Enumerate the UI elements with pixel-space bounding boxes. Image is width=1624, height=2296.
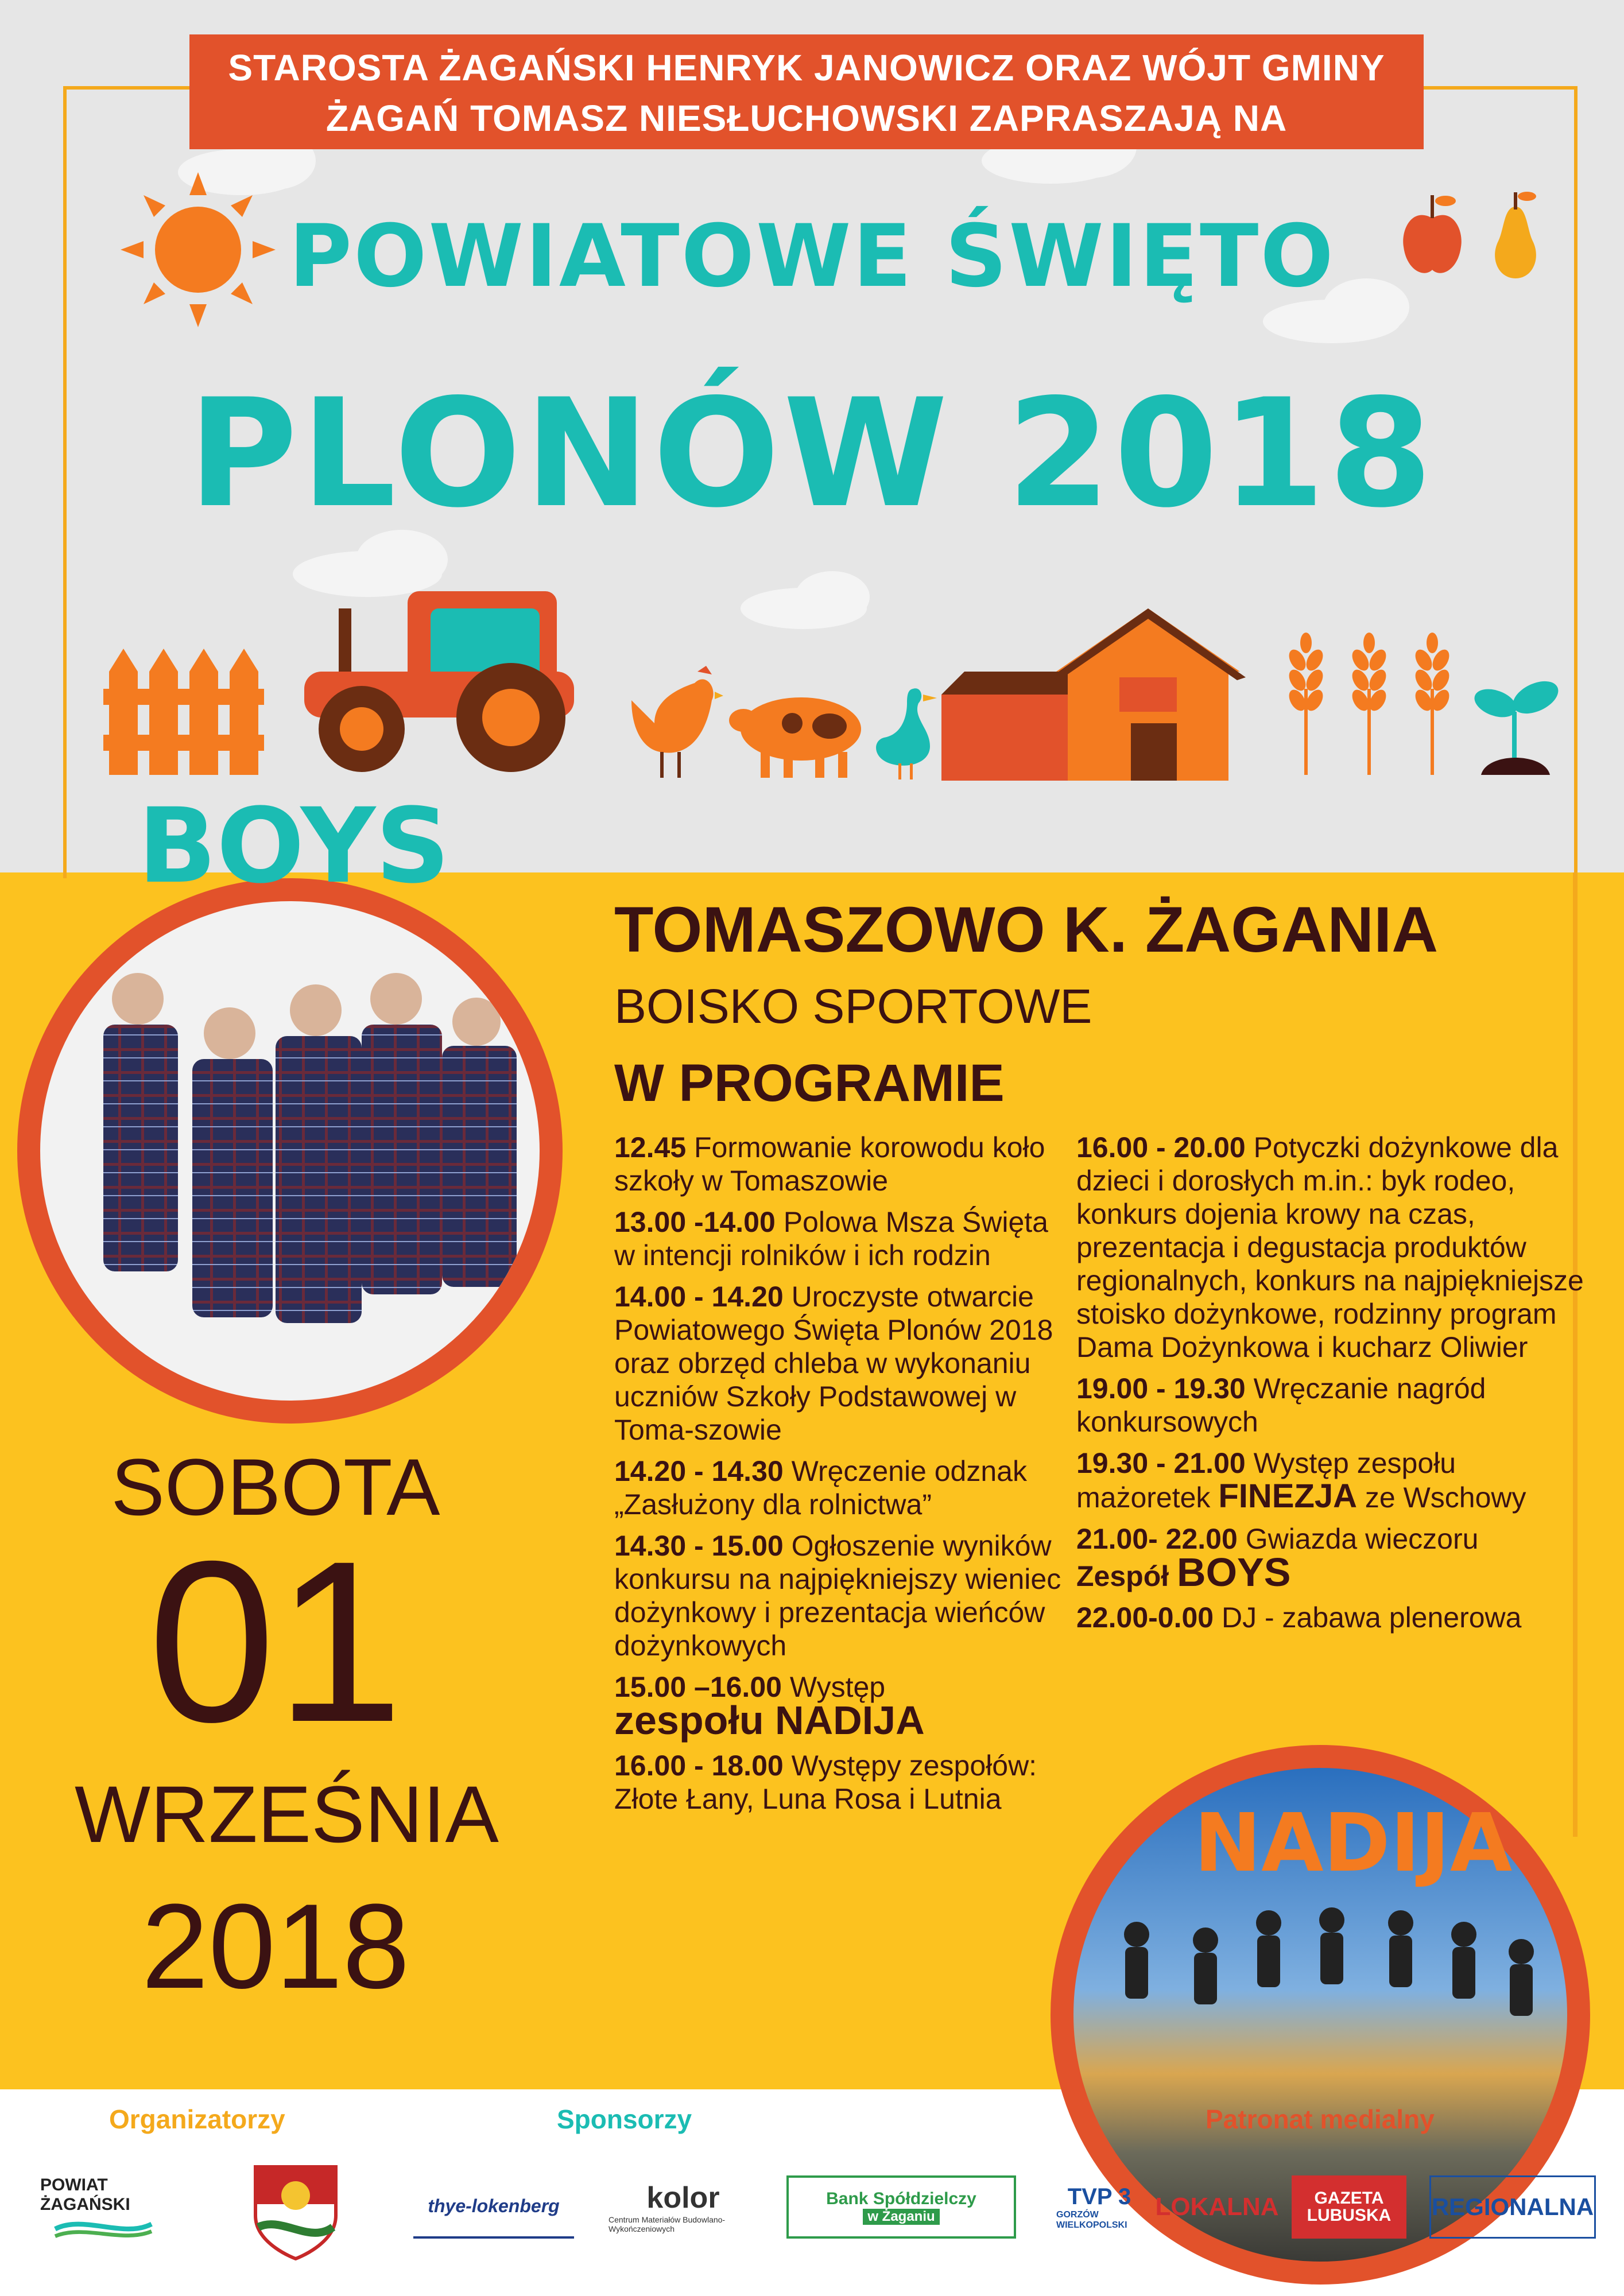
program-time: 22.00-0.00 [1076,1601,1214,1634]
program-highlight: FINEZJA [1218,1477,1358,1515]
goose-icon [867,683,941,781]
cow-icon [729,689,873,781]
nadija-label: NADIJA [1194,1797,1513,1890]
location-subtitle: BOISKO SPORTOWE [614,979,1092,1033]
program-column-right [1076,1131,1587,1642]
program-item [614,1455,1062,1521]
program-time: 21.00- 22.00 [1076,1523,1238,1555]
powiat-zaganski-logo-text: POWIAT ŻAGAŃSKI [40,2175,130,2214]
banner-line-1: STAROSTA ŻAGAŃSKI HENRYK JANOWICZ ORAZ WÓJT GMINY [228,47,1385,88]
banner-line-2: ŻAGAŃ TOMASZ NIESŁUCHOWSKI ZAPRASZAJĄ NA [325,98,1288,139]
tvp3-logo-text: TVP 3 [1067,2183,1131,2209]
program-time: 16.00 - 18.00 [614,1750,784,1782]
program-item [1076,1522,1587,1593]
boys-label: BOYS [138,786,450,906]
program-time: 19.30 - 21.00 [1076,1447,1246,1479]
program-heading: W PROGRAMIE [614,1054,1005,1112]
tractor-icon [299,591,586,775]
sponsors-label: Sponsorzy [557,2104,692,2134]
program-time: 13.00 -14.00 [614,1206,776,1238]
invitation-banner [189,34,1424,149]
program-time: 12.45 [614,1131,687,1163]
program-time: 16.00 - 20.00 [1076,1131,1246,1163]
boys-band-photo [17,878,563,1424]
barn-icon [941,608,1251,781]
program-text: Gwiazda wieczoru [1237,1523,1479,1555]
gazeta-lubuska-logo: GAZETA LUBUSKA [1292,2175,1406,2239]
program-item [1076,1131,1587,1364]
program-item [1076,1601,1587,1634]
program-item [614,1205,1062,1272]
tvp3-logo-subtext: GORZÓW WIELKOPOLSKI [1056,2209,1127,2230]
program-time: 14.20 - 14.30 [614,1455,784,1487]
bank-logo-location: w Żaganiu [863,2209,939,2225]
program-item [1076,1372,1587,1438]
program-text: Wręczanie nagród konkursowych [1076,1372,1486,1438]
sprout-icon [1470,672,1561,775]
program-text-after: ze Wschowy [1357,1481,1526,1514]
program-highlight: BOYS [1177,1550,1291,1595]
program-text: Polowa Msza Święta w intencji rolników i ich rodzin [614,1206,1048,1271]
program-text: Formowanie korowodu koło szkoły w Tomaszowie [614,1131,1045,1197]
program-column-left [614,1131,1062,1824]
title-line-2: PLONÓW 2018 [188,367,1436,541]
date-day: 01 [148,1513,404,1770]
gmina-coat-of-arms [253,2164,339,2262]
program-text: Występ [781,1671,886,1703]
program-time: 15.00 –16.00 [614,1671,782,1703]
date-month: WRZEŚNIA [75,1769,499,1859]
program-item [614,1670,1062,1741]
kolor-logo [608,2175,758,2239]
bank-logo-name: Bank Spółdzielczy [826,2189,976,2208]
program-time: 14.00 - 14.20 [614,1281,784,1313]
date-day-name: SOBOTA [111,1442,440,1532]
program-item [614,1131,1062,1197]
powiat-zaganski-logo [40,2175,166,2239]
kolor-logo-subtext: Centrum Materiałów Budowlano-Wykończeniowych [608,2215,726,2233]
kolor-logo-text: kolor [646,2181,720,2214]
lokalna-logo: LOKALNA [1155,2193,1279,2221]
fence-icon [103,649,264,775]
thye-lokenberg-logo: thye-lokenberg [413,2175,574,2239]
program-time: 14.30 - 15.00 [614,1530,784,1562]
program-item [614,1280,1062,1446]
powiat-zaganski-swoosh [46,2214,161,2239]
program-text: Potyczki dożynkowe dla dzieci i dorosłych m.in.: byk rodeo, konkurs dojenia krowy na czas, prezentacja i degustacja produktów regionalnych, konkurs na najpiękniejsze stoisko dożynkowe, rodzinny program Dama Dożynkowa i kucharz Oliwier [1076,1131,1584,1363]
chicken-icon [620,666,723,781]
date-year: 2018 [141,1879,410,2014]
program-item [614,1529,1062,1662]
program-text: Występy zespołów: Złote Łany, Luna Rosa i Lutnia [614,1750,1037,1815]
program-item [1076,1446,1587,1514]
wheat-icon [1274,631,1464,775]
media-patronage-label: Patronat medialny [1206,2104,1435,2134]
program-time: 19.00 - 19.30 [1076,1372,1246,1405]
program-text: Występ zespołu mażoretek [1076,1447,1456,1514]
location-title: TOMASZOWO K. ŻAGANIA [614,894,1439,965]
program-text: Ogłoszenie wyników konkursu na najpiękniejszy wieniec dożynkowy i prezentacja wieńców dożynkowych [614,1530,1061,1662]
bank-spoldzielczy-logo [786,2175,1016,2239]
program-text: Uroczyste otwarcie Powiatowego Święta Plonów 2018 oraz obrzęd chleba w wykonaniu uczniów Szkoły Podstawowej w Toma-szowie [614,1281,1053,1446]
boys-band-members-illustration [40,901,540,1401]
program-text: DJ - zabawa plenerowa [1214,1601,1522,1634]
program-prefix: Zespół [1076,1560,1177,1592]
program-text: Wręczenie odznak „Zasłużony dla rolnictwa” [614,1455,1027,1521]
title-line-1: POWIATOWE ŚWIĘTO [289,207,1335,307]
program-highlight: zespołu NADIJA [614,1698,925,1743]
program-item [614,1749,1062,1816]
tvp3-logo [1056,2175,1142,2239]
regionalna-logo: REGIONALNA [1429,2175,1596,2239]
organizers-label: Organizatorzy [109,2104,285,2134]
